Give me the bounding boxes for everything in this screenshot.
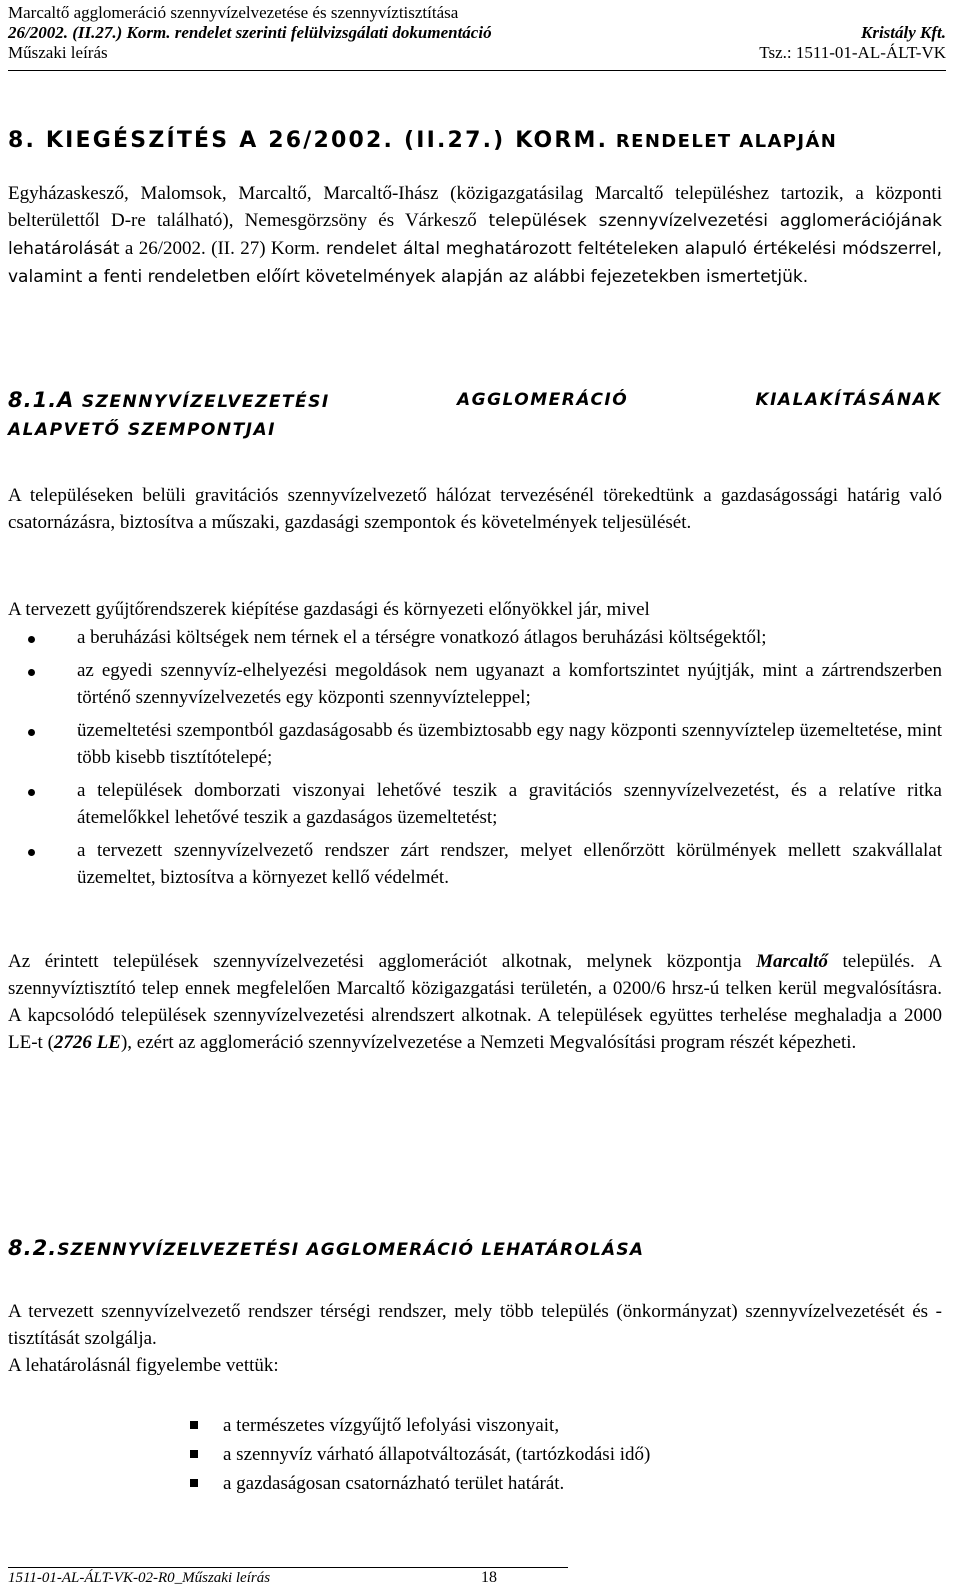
intro-sans-tail: rendelet által meghatározott feltételeken alapuló értékelési módszerrel, valamint a fenti rendeletben előírt követelmények alapján az alábbi fejezetekben ismertetjük. [8,239,942,287]
list-item: a tervezett szennyvízelvezető rendszer zárt rendszer, melyet ellenőrzött körülmények mellett szakvállalat üzemeltet, biztosítva a környezet kellő védelmét. [8,837,942,891]
subsection-1-word1: SZENNYVÍZELVEZETÉSI [81,392,330,412]
subsection-1-heading-line2: ALAPVETŐ SZEMPONTJAI [8,420,276,440]
header-company: Kristály Kft. [860,23,946,42]
page-header [8,3,946,63]
section-title [8,128,837,153]
footer-divider [8,1567,568,1568]
list-item: a szennyvíz várható állapotváltozását, (tartózkodási idő) [8,1440,942,1469]
list-item: a természetes vízgyűjtő lefolyási viszonyait, [8,1411,942,1440]
subsection-1-heading-line1 [8,386,942,416]
paragraph-5: A lehatárolásnál figyelembe vettük: [8,1355,279,1376]
square-bullet-icon [190,1479,198,1487]
intro-sans-part: települések szennyvízelvezetési agglomerációjának lehatárolását [8,211,942,259]
header-doc-type: Műszaki leírás [8,43,108,62]
bullet-icon [28,636,35,643]
bullet-icon [28,669,35,676]
square-bullet-icon [190,1421,198,1429]
list-item: az egyedi szennyvíz-elhelyezési megoldások nem ugyanazt a komfortszintet nyújtják, mint a zártrendszerben történő szennyvízelvezetés egy központi szennyvízteleppel; [8,657,942,711]
section-title-prefix: 8. KIEGÉSZÍTÉS A 26/2002. (II.27.) KORM. [8,128,609,153]
subsection-1-heading [8,386,942,444]
paragraph-1: A településeken belüli gravitációs szennyvízelvezető hálózat tervezésénél törekedtünk a gazdaságossági határig való csatornázásra, biztosítva a műszaki, gazdasági szempontok és követelmények teljesülését. [8,485,942,533]
header-divider [8,70,946,71]
list-item: a gazdaságosan csatornázható terület határát. [8,1469,942,1498]
bullet-icon [28,789,35,796]
subsection-2-title: SZENNYVÍZELVEZETÉSI AGGLOMERÁCIÓ LEHATÁROLÁSA [57,1240,645,1260]
criteria-list [8,1411,942,1498]
header-row-1 [8,3,946,23]
intro-paragraph [8,180,942,291]
subsection-1-word2: AGGLOMERÁCIÓ [456,390,629,410]
population-equivalent: 2726 LE [53,1032,121,1053]
square-bullet-icon [190,1450,198,1458]
subsection-2-number: 8.2. [8,1236,58,1260]
list-item: a beruházási költségek nem térnek el a térségre vonatkozó átlagos beruházási költségektől; [8,624,942,651]
advantages-list [8,624,942,897]
section-title-rest: RENDELET ALAPJÁN [608,131,838,152]
footer-doc-id: 1511-01-AL-ÁLT-VK-02-R0_Műszaki leírás [8,1570,271,1586]
page-number: 18 [481,1569,497,1586]
paragraph-2: A tervezett gyűjtőrendszerek kiépítése gazdasági és környezeti előnyökkel jár, mivel [8,599,650,620]
paragraph-3: Az érintett települések szennyvízelvezetési agglomerációt alkotnak, melynek központja Marcaltő település. A szennyvíztisztító telep ennek megfelelően Marcaltő közigazgatási területén, a 0200/6 hrsz-ú telken kerül megvalósításra. A kapcsolódó települések szennyvízelvezetési alrendszert alkotnak. A települések együttes terhelése meghaladja a 2000 LE-t (2726 LE), ezért az agglomeráció szennyvízelvezetése a Nemzeti Megvalósítási program részét képezheti. [8,951,942,1053]
bullet-icon [28,849,35,856]
center-town: Marcaltő [756,951,828,972]
bullet-icon [28,729,35,736]
subsection-1-number: 8.1.A [8,388,75,412]
header-row-2 [8,23,946,43]
subsection-2-heading [8,1236,942,1260]
header-project-title: Marcaltő agglomeráció szennyvízelvezetése és szennyvíztisztítása [8,3,459,22]
header-reference: Tsz.: 1511-01-AL-ÁLT-VK [759,43,946,62]
list-item: a települések domborzati viszonyai lehetővé teszik a gravitációs szennyvízelvezetést, és a relatíve ritka átemelőkkel lehetővé teszik a gazdaságos üzemeltetést; [8,777,942,831]
header-regulation: 26/2002. (II.27.) Korm. rendelet szerinti felülvizsgálati dokumentáció [8,23,492,42]
header-row-3 [8,43,946,63]
intro-serif-part: Egyházaskesző, Malomsok, Marcaltő, Marcaltő-Ihász (közigazgatásilag Marcaltő településhez tartozik, a központi belterülettől D-re található), Nemesgörzsöny és Várkesző [8,183,942,231]
paragraph-4: A tervezett szennyvízelvezető rendszer térségi rendszer, mely több település (önkormányzat) szennyvízelvezetését és -tisztítását szolgálja. [8,1301,942,1349]
subsection-1-word3: KIALAKÍTÁSÁNAK [755,390,942,410]
list-item: üzemeltetési szempontból gazdaságosabb és üzembiztosabb egy nagy központi szennyvíztelep üzemeltetése, mint több kisebb tisztítótelepé; [8,717,942,771]
intro-serif-tail: a 26/2002. (II. 27) Korm. [119,238,320,259]
